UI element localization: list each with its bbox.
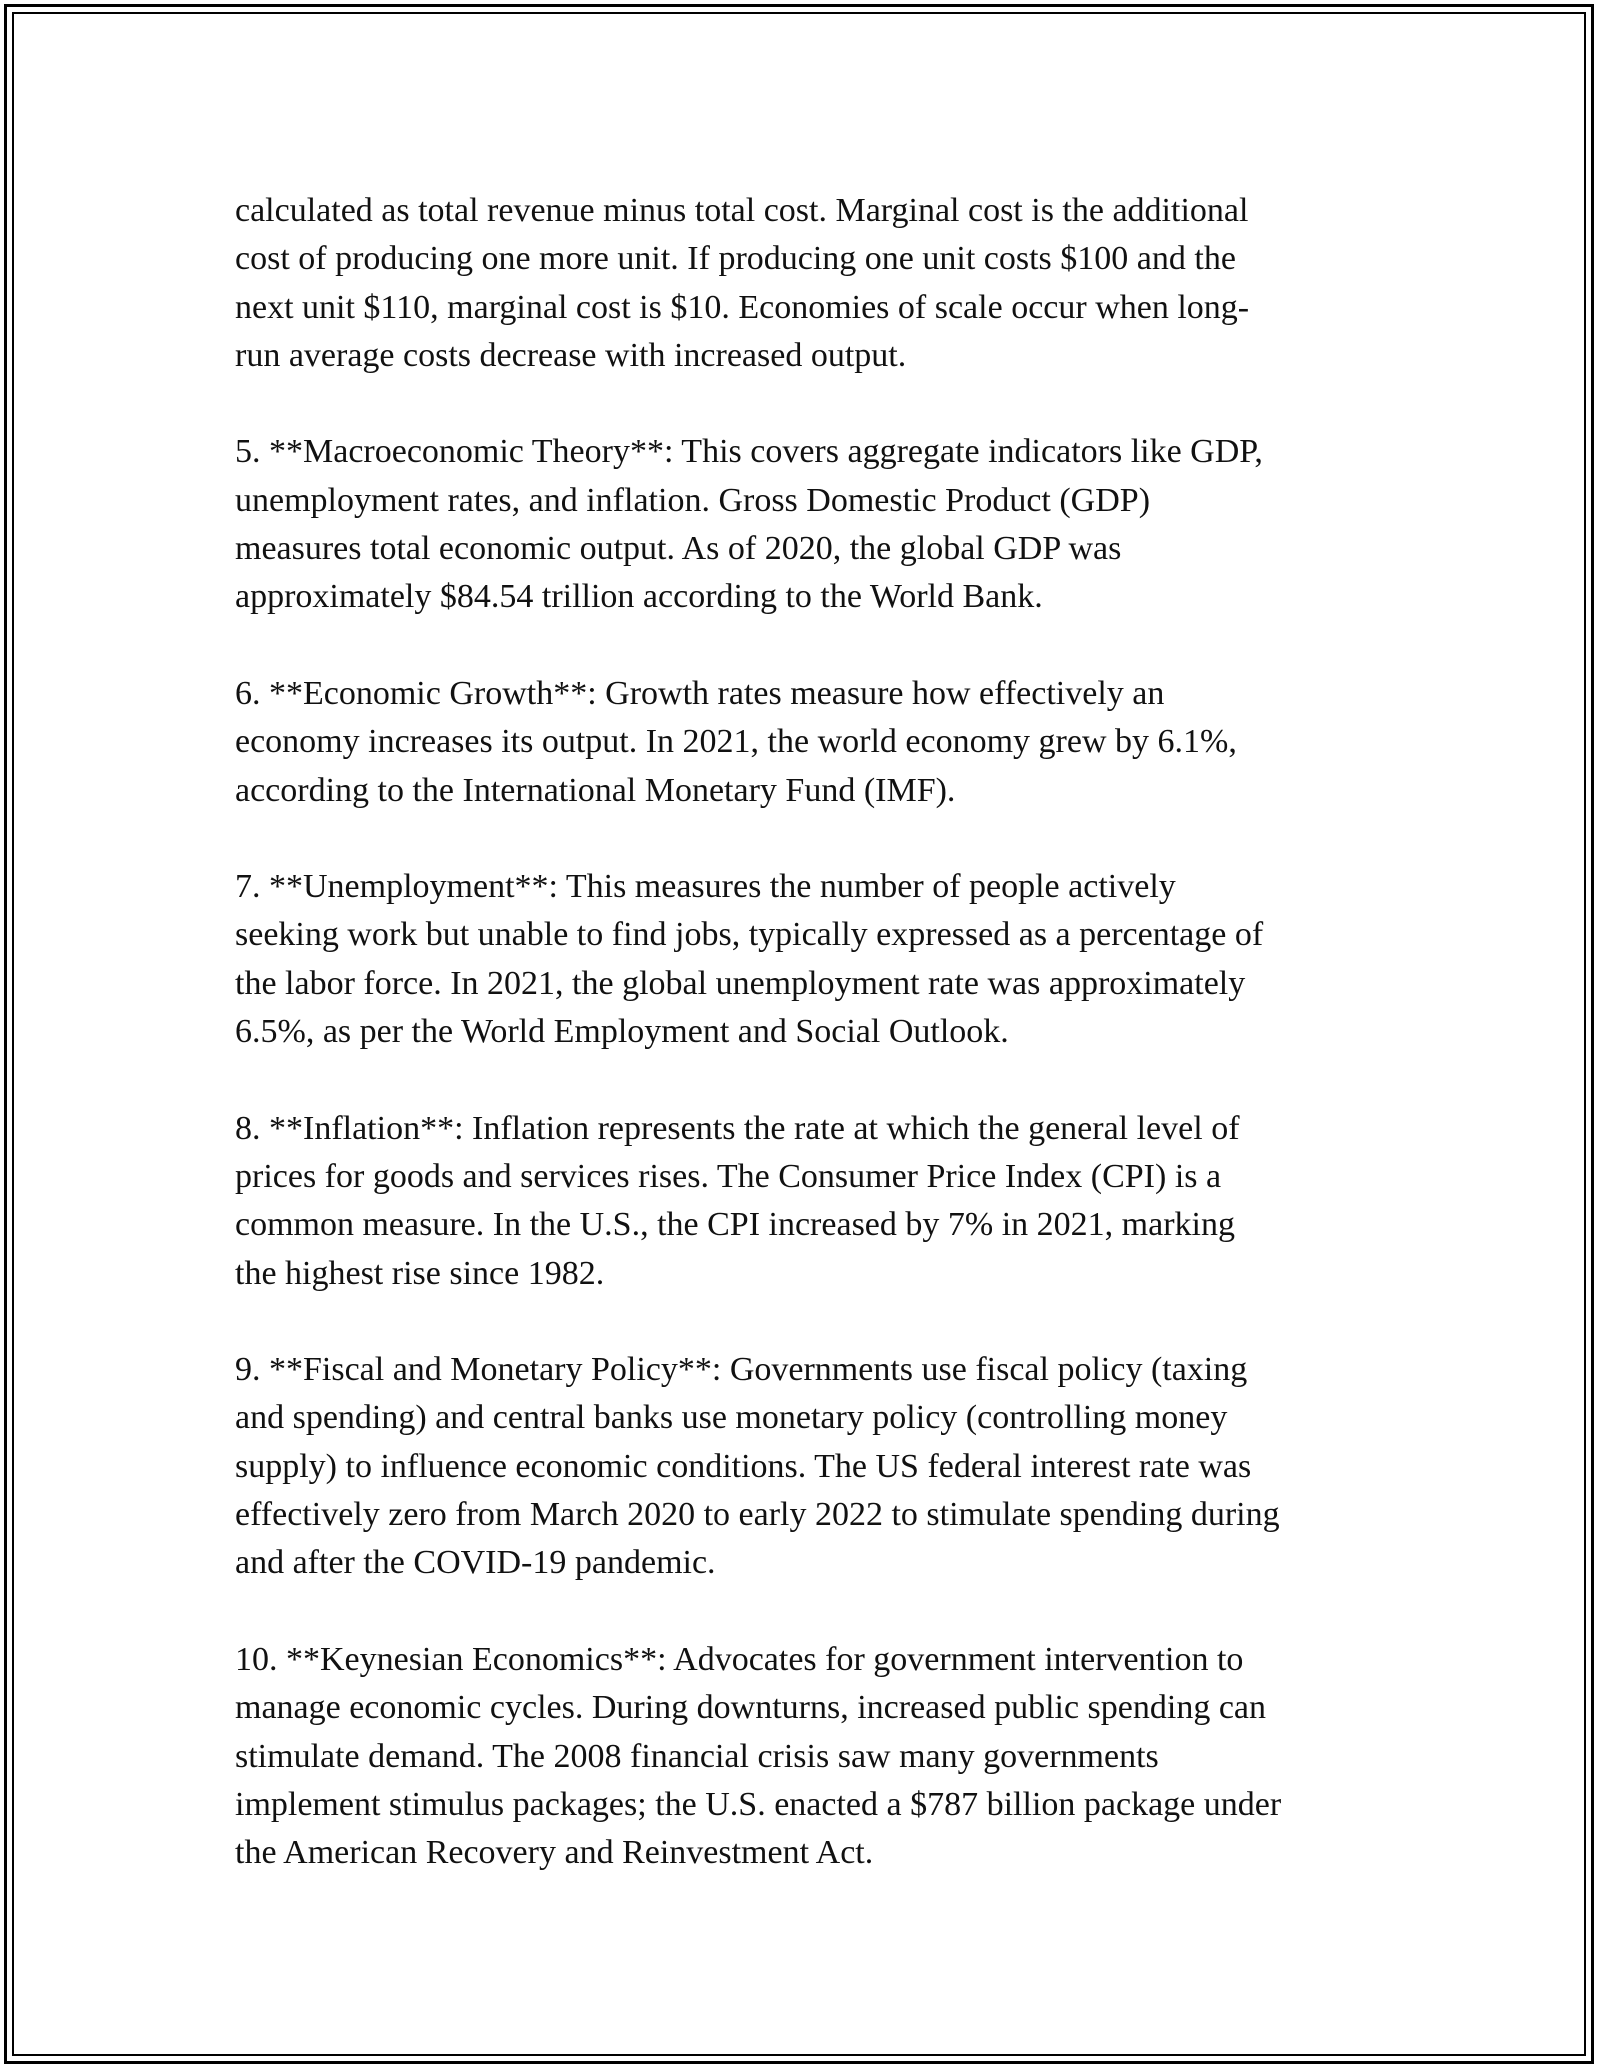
document-body [235,187,1385,1877]
paragraph-keynesian-economics: 10. **Keynesian Economics**: Advocates for government intervention to manage economic cycles. During downturns, increased public spending can stimulate demand. The 2008 financial crisis saw many governments implement stimulus packages; the U.S. enacted a $787 billion package under the American Recovery and Reinvestment Act. [235,1640,1282,1872]
paragraph-inflation: 8. **Inflation**: Inflation represents the rate at which the general level of prices for goods and services rises. The Consumer Price Index (CPI) is a common measure. In the U.S., the CPI increased by 7% in 2021, marking the highest rise since 1982. [235,1109,1240,1292]
paragraph-macroeconomic-theory: 5. **Macroeconomic Theory**: This covers aggregate indicators like GDP, unemployment rates, and inflation. Gross Domestic Product (GDP) measures total economic output. As of 2020, the global GDP was approximately $84.54 trillion according to the World Bank. [235,433,1263,616]
paragraph-unemployment: 7. **Unemployment**: This measures the number of people actively seeking work but unable to find jobs, typically expressed as a percentage of the labor force. In 2021, the global unemployment rate was approximately 6.5%, as per the World Employment and Social Outlook. [235,868,1264,1051]
paragraph-profit-and-costs: calculated as total revenue minus total cost. Marginal cost is the additional cost of producing one more unit. If producing one unit costs $100 and the next unit $110, marginal cost is $10. Economies of scale occur when long- run average costs decrease with increased output. [235,192,1250,374]
paragraph-fiscal-monetary-policy: 9. **Fiscal and Monetary Policy**: Governments use fiscal policy (taxing and spending) and central banks use monetary policy (controlling money supply) to influence economic conditions. The US federal interest rate was effectively zero from March 2020 to early 2022 to stimulate spending during and after the COVID-19 pandemic. [235,1351,1280,1582]
paragraph-economic-growth: 6. **Economic Growth**: Growth rates measure how effectively an economy increases its output. In 2021, the world economy grew by 6.1%, according to the International Monetary Fund (IMF). [235,674,1237,809]
